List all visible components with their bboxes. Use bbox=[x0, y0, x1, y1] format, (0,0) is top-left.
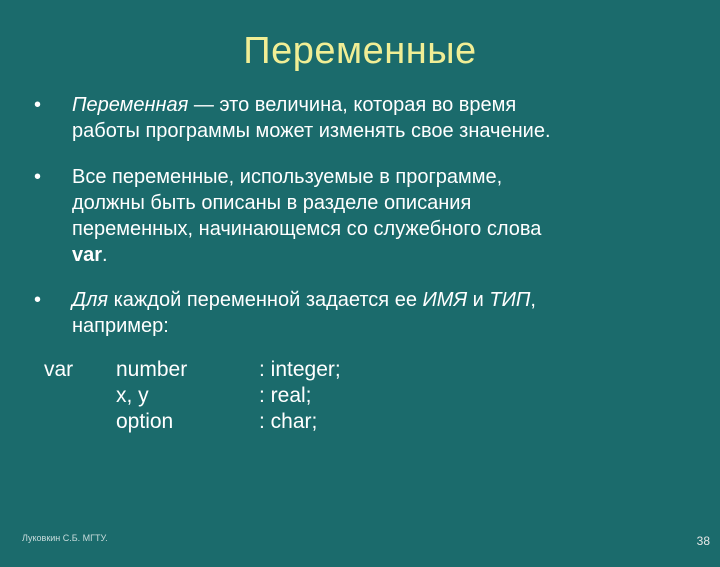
bullet-icon: • bbox=[34, 166, 42, 188]
page-number: 38 bbox=[696, 534, 710, 548]
code-name: option bbox=[116, 410, 174, 433]
bullet-declaration bbox=[34, 164, 674, 268]
name-type-text3: , bbox=[530, 289, 536, 311]
code-type: : real; bbox=[259, 384, 312, 407]
declaration-period: . bbox=[102, 244, 108, 266]
name-type-text1: каждой переменной задается ее bbox=[108, 289, 423, 311]
bullet-icon: • bbox=[34, 289, 42, 311]
bullet-icon: • bbox=[34, 94, 42, 116]
code-name: x, y bbox=[116, 384, 149, 407]
italic-type: ТИП bbox=[489, 289, 531, 311]
footer-author: Луковкин С.Б. МГТУ. bbox=[22, 533, 108, 543]
declaration-line3: переменных, начинающемся со служебного слова bbox=[72, 218, 542, 240]
code-type: : integer; bbox=[259, 358, 341, 381]
example-label: например: bbox=[72, 315, 169, 337]
code-names-column bbox=[116, 357, 187, 435]
code-name: number bbox=[116, 358, 188, 381]
declaration-line1: Все переменные, используемые в программе, bbox=[72, 166, 503, 188]
code-keyword-column bbox=[44, 357, 73, 383]
bullet-text bbox=[72, 164, 674, 268]
bullet-text bbox=[72, 92, 674, 144]
italic-name: ИМЯ bbox=[422, 289, 468, 311]
keyword-var: var bbox=[72, 244, 103, 266]
bullet-text bbox=[72, 287, 674, 339]
bullet-definition bbox=[34, 92, 674, 144]
code-keyword: var bbox=[44, 358, 74, 381]
term-variable: Переменная bbox=[72, 94, 189, 116]
italic-for: Для bbox=[72, 289, 109, 311]
slide-title: Переменные bbox=[243, 30, 477, 72]
code-types-column bbox=[259, 357, 341, 435]
definition-line2: работы программы может изменять свое значение. bbox=[72, 120, 551, 142]
name-type-text2: и bbox=[467, 289, 490, 311]
bullet-name-type bbox=[34, 287, 674, 339]
declaration-line2: должны быть описаны в разделе описания bbox=[72, 192, 472, 214]
definition-line1: — это величина, которая во время bbox=[188, 94, 517, 116]
code-type: : char; bbox=[259, 410, 318, 433]
